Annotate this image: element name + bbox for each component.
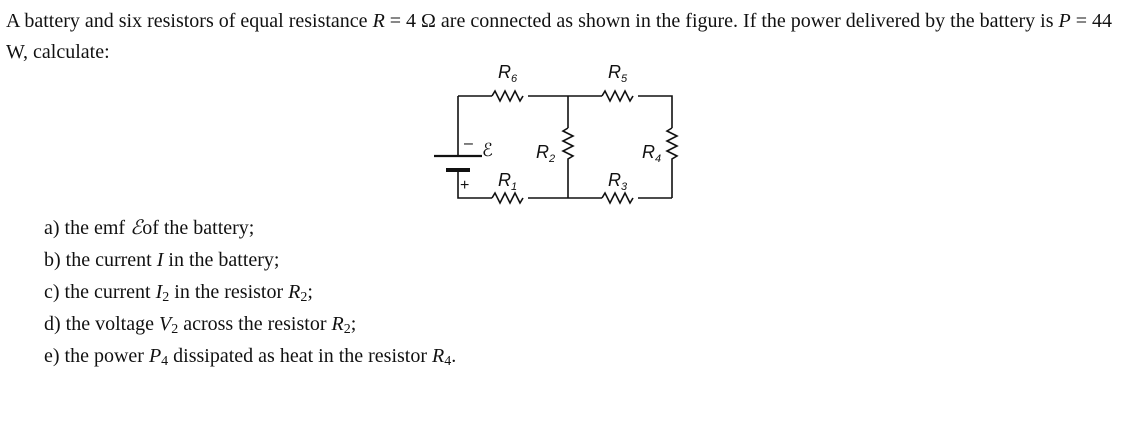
resistor-R3 (602, 193, 633, 203)
resistor-R6 (492, 91, 523, 101)
label-R4: $R_4$ (642, 142, 662, 165)
battery-plus-sign: + (460, 177, 470, 194)
question-c-symbol: I (155, 281, 163, 303)
question-a (44, 212, 456, 244)
question-d-suffix: across the resistor (178, 313, 332, 335)
question-e-suffix: dissipated as heat in the resistor (168, 345, 432, 367)
intro-text-3: = 44 W, calculate: (6, 10, 1112, 63)
battery-minus-sign: – (464, 135, 473, 152)
question-e-symbol2: R (432, 345, 445, 367)
question-a-suffix: of the battery; (142, 217, 255, 239)
question-d-sub2: 2 (343, 322, 351, 337)
question-a-symbol: ℰ (130, 217, 143, 239)
question-b-symbol: I (156, 249, 164, 271)
question-e-sub: 4 (161, 354, 169, 369)
question-c (44, 276, 456, 308)
resistor-R4 (667, 128, 677, 198)
question-d-prefix: d) the voltage (44, 313, 159, 335)
label-R3: $R_3$ (608, 170, 628, 193)
question-b-suffix: in the battery; (163, 249, 280, 271)
question-c-end: ; (307, 281, 313, 303)
question-e-end: . (451, 345, 457, 367)
intro-text-1: A battery and six resistors of equal resistance (6, 10, 373, 32)
question-d-symbol2: R (331, 313, 344, 335)
question-c-sub: 2 (162, 290, 170, 305)
resistor-R5 (602, 91, 633, 101)
circuit-diagram (420, 58, 690, 208)
wire-top-right (638, 96, 672, 128)
question-b (44, 244, 456, 276)
label-emf: ℰ (482, 140, 493, 160)
question-c-symbol2: R (288, 281, 301, 303)
question-list (44, 212, 456, 372)
intro-R-symbol: R (372, 10, 385, 32)
label-R2: $R_2$ (536, 142, 556, 165)
question-e-symbol: P (148, 345, 162, 367)
label-R6: $R_6$ (498, 62, 518, 85)
question-e-prefix: e) the power (44, 345, 149, 367)
question-c-sub2: 2 (300, 290, 308, 305)
question-d-symbol: V (158, 313, 172, 335)
question-e-sub2: 4 (444, 354, 452, 369)
resistor-R2 (563, 128, 573, 198)
question-d (44, 308, 456, 340)
question-b-prefix: b) the current (44, 249, 157, 271)
question-e (44, 340, 456, 372)
intro-text-2: = 4 Ω are connected as shown in the figure. If the power delivered by the battery is (384, 10, 1059, 32)
question-d-sub: 2 (171, 322, 179, 337)
intro-P-symbol: P (1058, 10, 1071, 32)
question-c-suffix: in the resistor (169, 281, 289, 303)
question-a-prefix: a) the emf (44, 217, 131, 239)
question-c-prefix: c) the current (44, 281, 156, 303)
label-R1: $R_1$ (498, 170, 518, 193)
label-R5: $R_5$ (608, 62, 628, 85)
resistor-R1 (492, 193, 523, 203)
question-d-end: ; (350, 313, 357, 335)
